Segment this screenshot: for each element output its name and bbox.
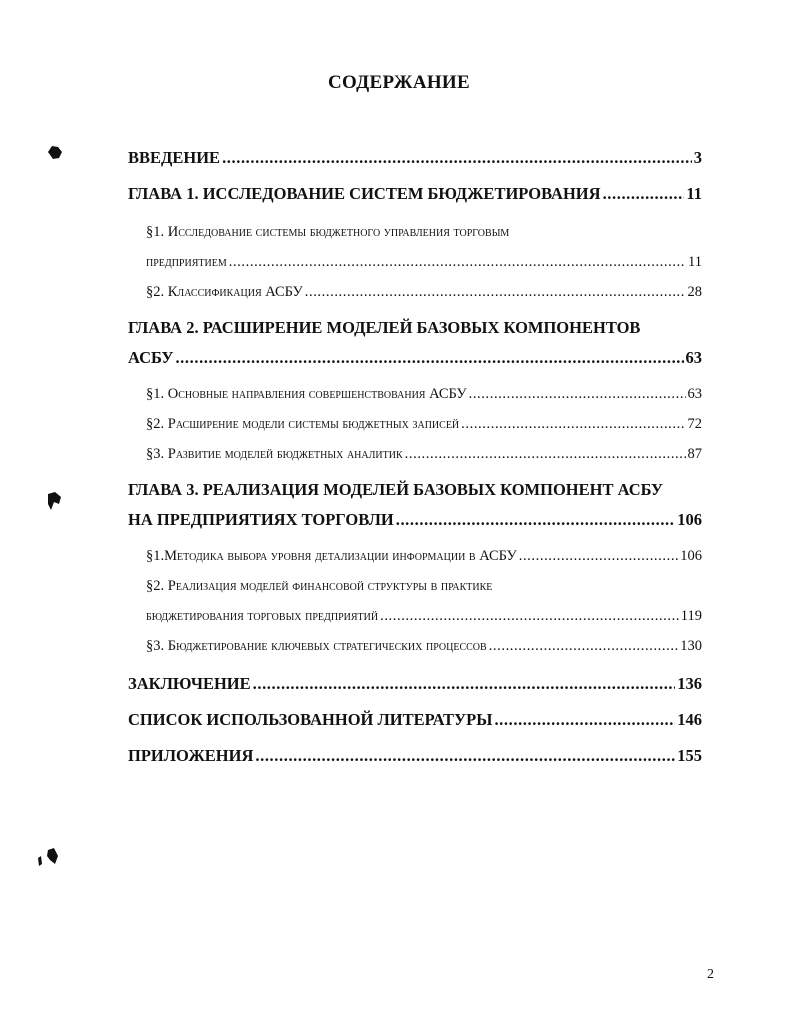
toc-entry-3-2[interactable] xyxy=(146,606,702,626)
toc-entry-2-1[interactable] xyxy=(146,384,702,404)
toc-entry-label: НА ПРЕДПРИЯТИЯХ ТОРГОВЛИ xyxy=(128,510,394,529)
toc-entry-page: 3 xyxy=(693,148,702,167)
leader-dots xyxy=(494,710,675,730)
toc-entry-3-3[interactable] xyxy=(146,636,702,656)
leader-dots xyxy=(229,252,686,272)
leader-dots xyxy=(380,606,679,626)
toc-entry-page: 63 xyxy=(687,386,702,402)
toc-entry-3-1[interactable] xyxy=(146,546,702,566)
toc-entry-label: §1. Основные направления совершенствования АСБУ xyxy=(146,386,467,402)
scan-blot-mark xyxy=(34,842,64,872)
toc-entry-chapter-3[interactable] xyxy=(128,510,702,530)
toc-entry-page: 106 xyxy=(680,548,702,564)
toc-entry-page: 146 xyxy=(677,710,702,729)
toc-entry-page: 11 xyxy=(686,184,702,203)
toc-entry-2-2[interactable] xyxy=(146,414,702,434)
scan-blot-mark xyxy=(42,140,66,164)
toc-entry-page: 63 xyxy=(685,348,702,367)
toc-entry-chapter-2[interactable] xyxy=(128,348,702,368)
toc-entry-label: АСБУ xyxy=(128,348,174,367)
leader-dots xyxy=(175,348,683,368)
toc-entry-label: §2. Классификация АСБУ xyxy=(146,284,303,300)
scan-blot-mark xyxy=(40,488,66,516)
toc-entry-page: 106 xyxy=(677,510,702,529)
toc-entry-label: ЗАКЛЮЧЕНИЕ xyxy=(128,674,251,693)
leader-dots xyxy=(519,546,679,566)
toc-entry-page: 87 xyxy=(687,446,702,462)
toc-entry-label: СПИСОК ИСПОЛЬЗОВАННОЙ ЛИТЕРАТУРЫ xyxy=(128,710,493,729)
toc-entry-label: §1.Методика выбора уровня детализации информации в АСБУ xyxy=(146,548,517,564)
leader-dots xyxy=(489,636,679,656)
toc-entry-label: бюджетирования торговых предприятий xyxy=(146,608,379,624)
toc-entry-appendices[interactable] xyxy=(128,746,702,766)
leader-dots xyxy=(255,746,675,766)
leader-dots xyxy=(305,282,686,302)
leader-dots xyxy=(603,184,685,204)
leader-dots xyxy=(461,414,685,434)
toc-entry-chapter-2-line1: ГЛАВА 2. РАСШИРЕНИЕ МОДЕЛЕЙ БАЗОВЫХ КОМПОНЕНТОВ xyxy=(128,318,641,337)
toc-entry-introduction[interactable] xyxy=(128,148,702,168)
leader-dots xyxy=(222,148,692,168)
toc-entry-1-1[interactable] xyxy=(146,252,702,272)
toc-entry-label: ВВЕДЕНИЕ xyxy=(128,148,221,167)
toc-entry-label: ПРИЛОЖЕНИЯ xyxy=(128,746,254,765)
toc-entry-conclusion[interactable] xyxy=(128,674,702,694)
toc-entry-page: 28 xyxy=(687,284,702,300)
toc-entry-label: §3. Развитие моделей бюджетных аналитик xyxy=(146,446,403,462)
page-title: СОДЕРЖАНИЕ xyxy=(328,72,470,93)
toc-entry-label: §2. Расширение модели системы бюджетных записей xyxy=(146,416,460,432)
toc-entry-page: 136 xyxy=(677,674,702,693)
toc-entry-2-3[interactable] xyxy=(146,444,702,464)
page-number: 2 xyxy=(707,967,714,982)
leader-dots xyxy=(396,510,676,530)
toc-entry-page: 155 xyxy=(677,746,702,765)
toc-entry-label: предприятием xyxy=(146,254,227,270)
toc-entry-chapter-1[interactable] xyxy=(128,184,702,204)
toc-entry-1-2[interactable] xyxy=(146,282,702,302)
leader-dots xyxy=(469,384,686,404)
toc-entry-1-1-line1: §1. Исследование системы бюджетного управления торговым xyxy=(146,224,510,240)
leader-dots xyxy=(253,674,676,694)
toc-entry-chapter-3-line1: ГЛАВА 3. РЕАЛИЗАЦИЯ МОДЕЛЕЙ БАЗОВЫХ КОМПОНЕНТ АСБУ xyxy=(128,480,664,499)
toc-entry-page: 130 xyxy=(680,638,702,654)
toc-entry-page: 119 xyxy=(680,608,702,624)
toc-entry-label: ГЛАВА 1. ИССЛЕДОВАНИЕ СИСТЕМ БЮДЖЕТИРОВАНИЯ xyxy=(128,184,601,203)
toc-entry-page: 11 xyxy=(688,254,702,270)
leader-dots xyxy=(405,444,686,464)
toc-entry-page: 72 xyxy=(687,416,702,432)
toc-entry-label: §3. Бюджетирование ключевых стратегических процессов xyxy=(146,638,487,654)
toc-entry-3-2-line1: §2. Реализация моделей финансовой структуры в практике xyxy=(146,578,493,594)
toc-entry-bibliography[interactable] xyxy=(128,710,702,730)
